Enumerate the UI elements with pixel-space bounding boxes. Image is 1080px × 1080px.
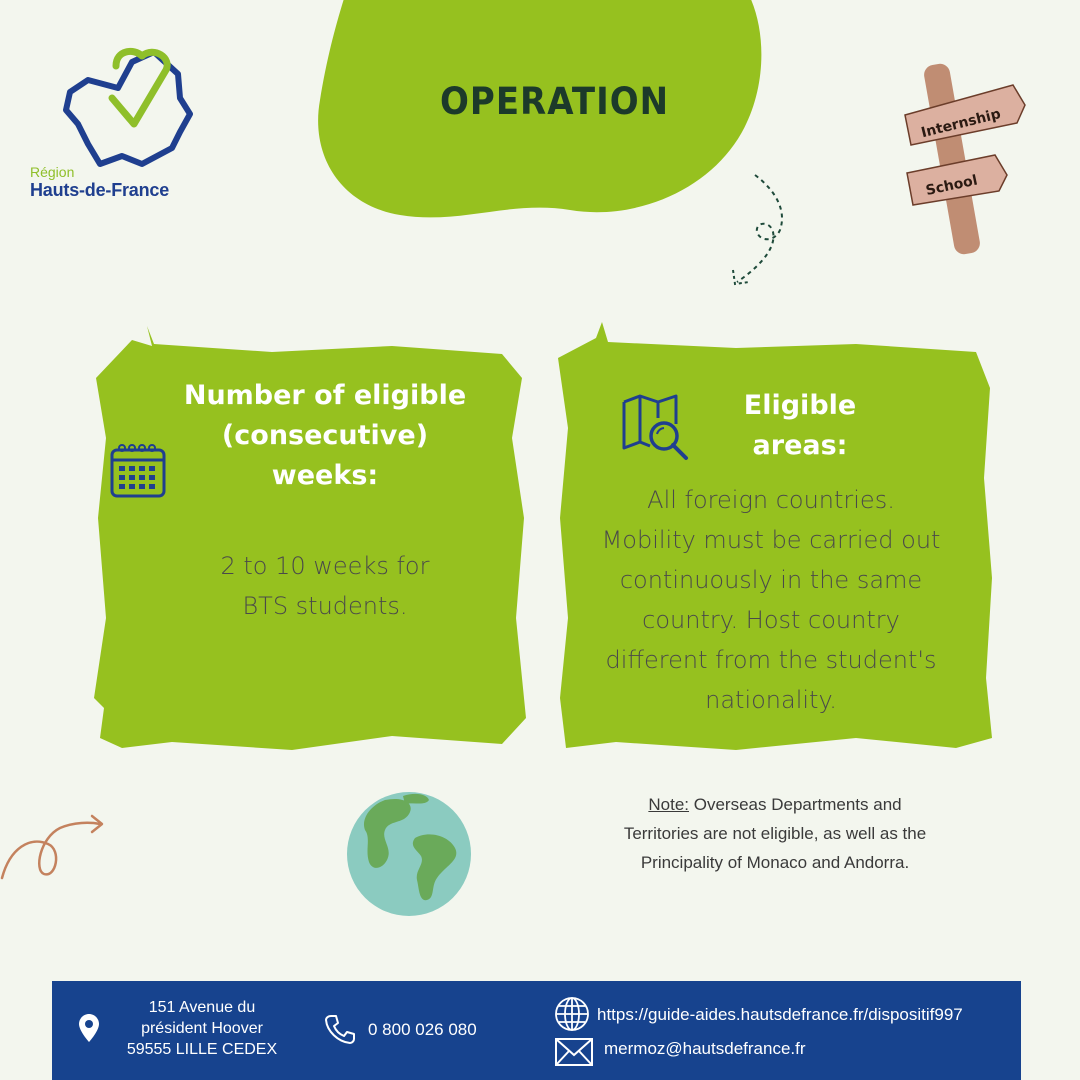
dashed-arrow-icon bbox=[725, 170, 805, 295]
sign-school: School bbox=[924, 172, 979, 200]
card-weeks-heading-line: (consecutive) bbox=[221, 420, 429, 451]
note-line: Principality of Monaco and Andorra. bbox=[640, 853, 910, 872]
logo-text bbox=[30, 164, 169, 201]
globe-icon bbox=[554, 996, 590, 1032]
calendar-icon bbox=[108, 442, 168, 502]
address-line: 59555 LILLE CEDEX bbox=[126, 1041, 278, 1058]
card-areas-body-line: nationality. bbox=[705, 686, 837, 714]
card-weeks-body-line: 2 to 10 weeks for bbox=[220, 552, 430, 580]
logo-region-name: Hauts-de-France bbox=[30, 180, 170, 200]
address-line: 151 Avenue du bbox=[148, 999, 256, 1016]
card-areas-heading bbox=[720, 386, 880, 466]
card-areas-body-line: different from the student's bbox=[605, 646, 937, 674]
note-label: Note: bbox=[648, 795, 690, 814]
address bbox=[107, 997, 297, 1060]
address-line: président Hoover bbox=[141, 1020, 263, 1037]
eligibility-note bbox=[570, 790, 980, 877]
phone-icon bbox=[324, 1013, 356, 1045]
card-areas-body-line: Mobility must be carried out bbox=[601, 526, 941, 554]
website-link[interactable]: https://guide-aides.hautsdefrance.fr/dispositif997 bbox=[597, 1005, 963, 1024]
card-areas-heading-line: areas: bbox=[752, 430, 848, 461]
map-search-icon bbox=[620, 392, 692, 464]
card-areas-body bbox=[576, 480, 966, 720]
card-weeks-heading bbox=[170, 376, 480, 496]
globe-illustration bbox=[345, 790, 475, 920]
note-line: Territories are not eligible, as well as the bbox=[623, 824, 927, 843]
card-areas-body-line: country. Host country bbox=[642, 606, 900, 634]
card-weeks-body-line: BTS students. bbox=[242, 592, 408, 620]
card-areas-heading-line: Eligible bbox=[743, 390, 857, 421]
sign-internship: Internship bbox=[919, 106, 1003, 142]
note-line: Overseas Departments and bbox=[689, 795, 902, 814]
card-weeks-heading-line: Number of eligible bbox=[183, 380, 467, 411]
mail-icon bbox=[554, 1037, 594, 1067]
card-weeks-body bbox=[150, 546, 500, 626]
card-areas-body-line: continuously in the same bbox=[619, 566, 923, 594]
swirl-arrow-icon bbox=[0, 808, 110, 888]
contact-footer bbox=[52, 981, 1021, 1080]
email-link[interactable]: mermoz@hautsdefrance.fr bbox=[604, 1039, 806, 1058]
page-title: OPERATION bbox=[440, 80, 670, 124]
signpost-illustration bbox=[895, 55, 1040, 260]
card-areas-body-line: All foreign countries. bbox=[647, 486, 895, 514]
location-pin-icon bbox=[78, 1013, 100, 1043]
logo-region-label: Région bbox=[30, 164, 75, 180]
card-weeks-heading-line: weeks: bbox=[271, 460, 379, 491]
phone-number[interactable]: 0 800 026 080 bbox=[368, 1020, 477, 1039]
